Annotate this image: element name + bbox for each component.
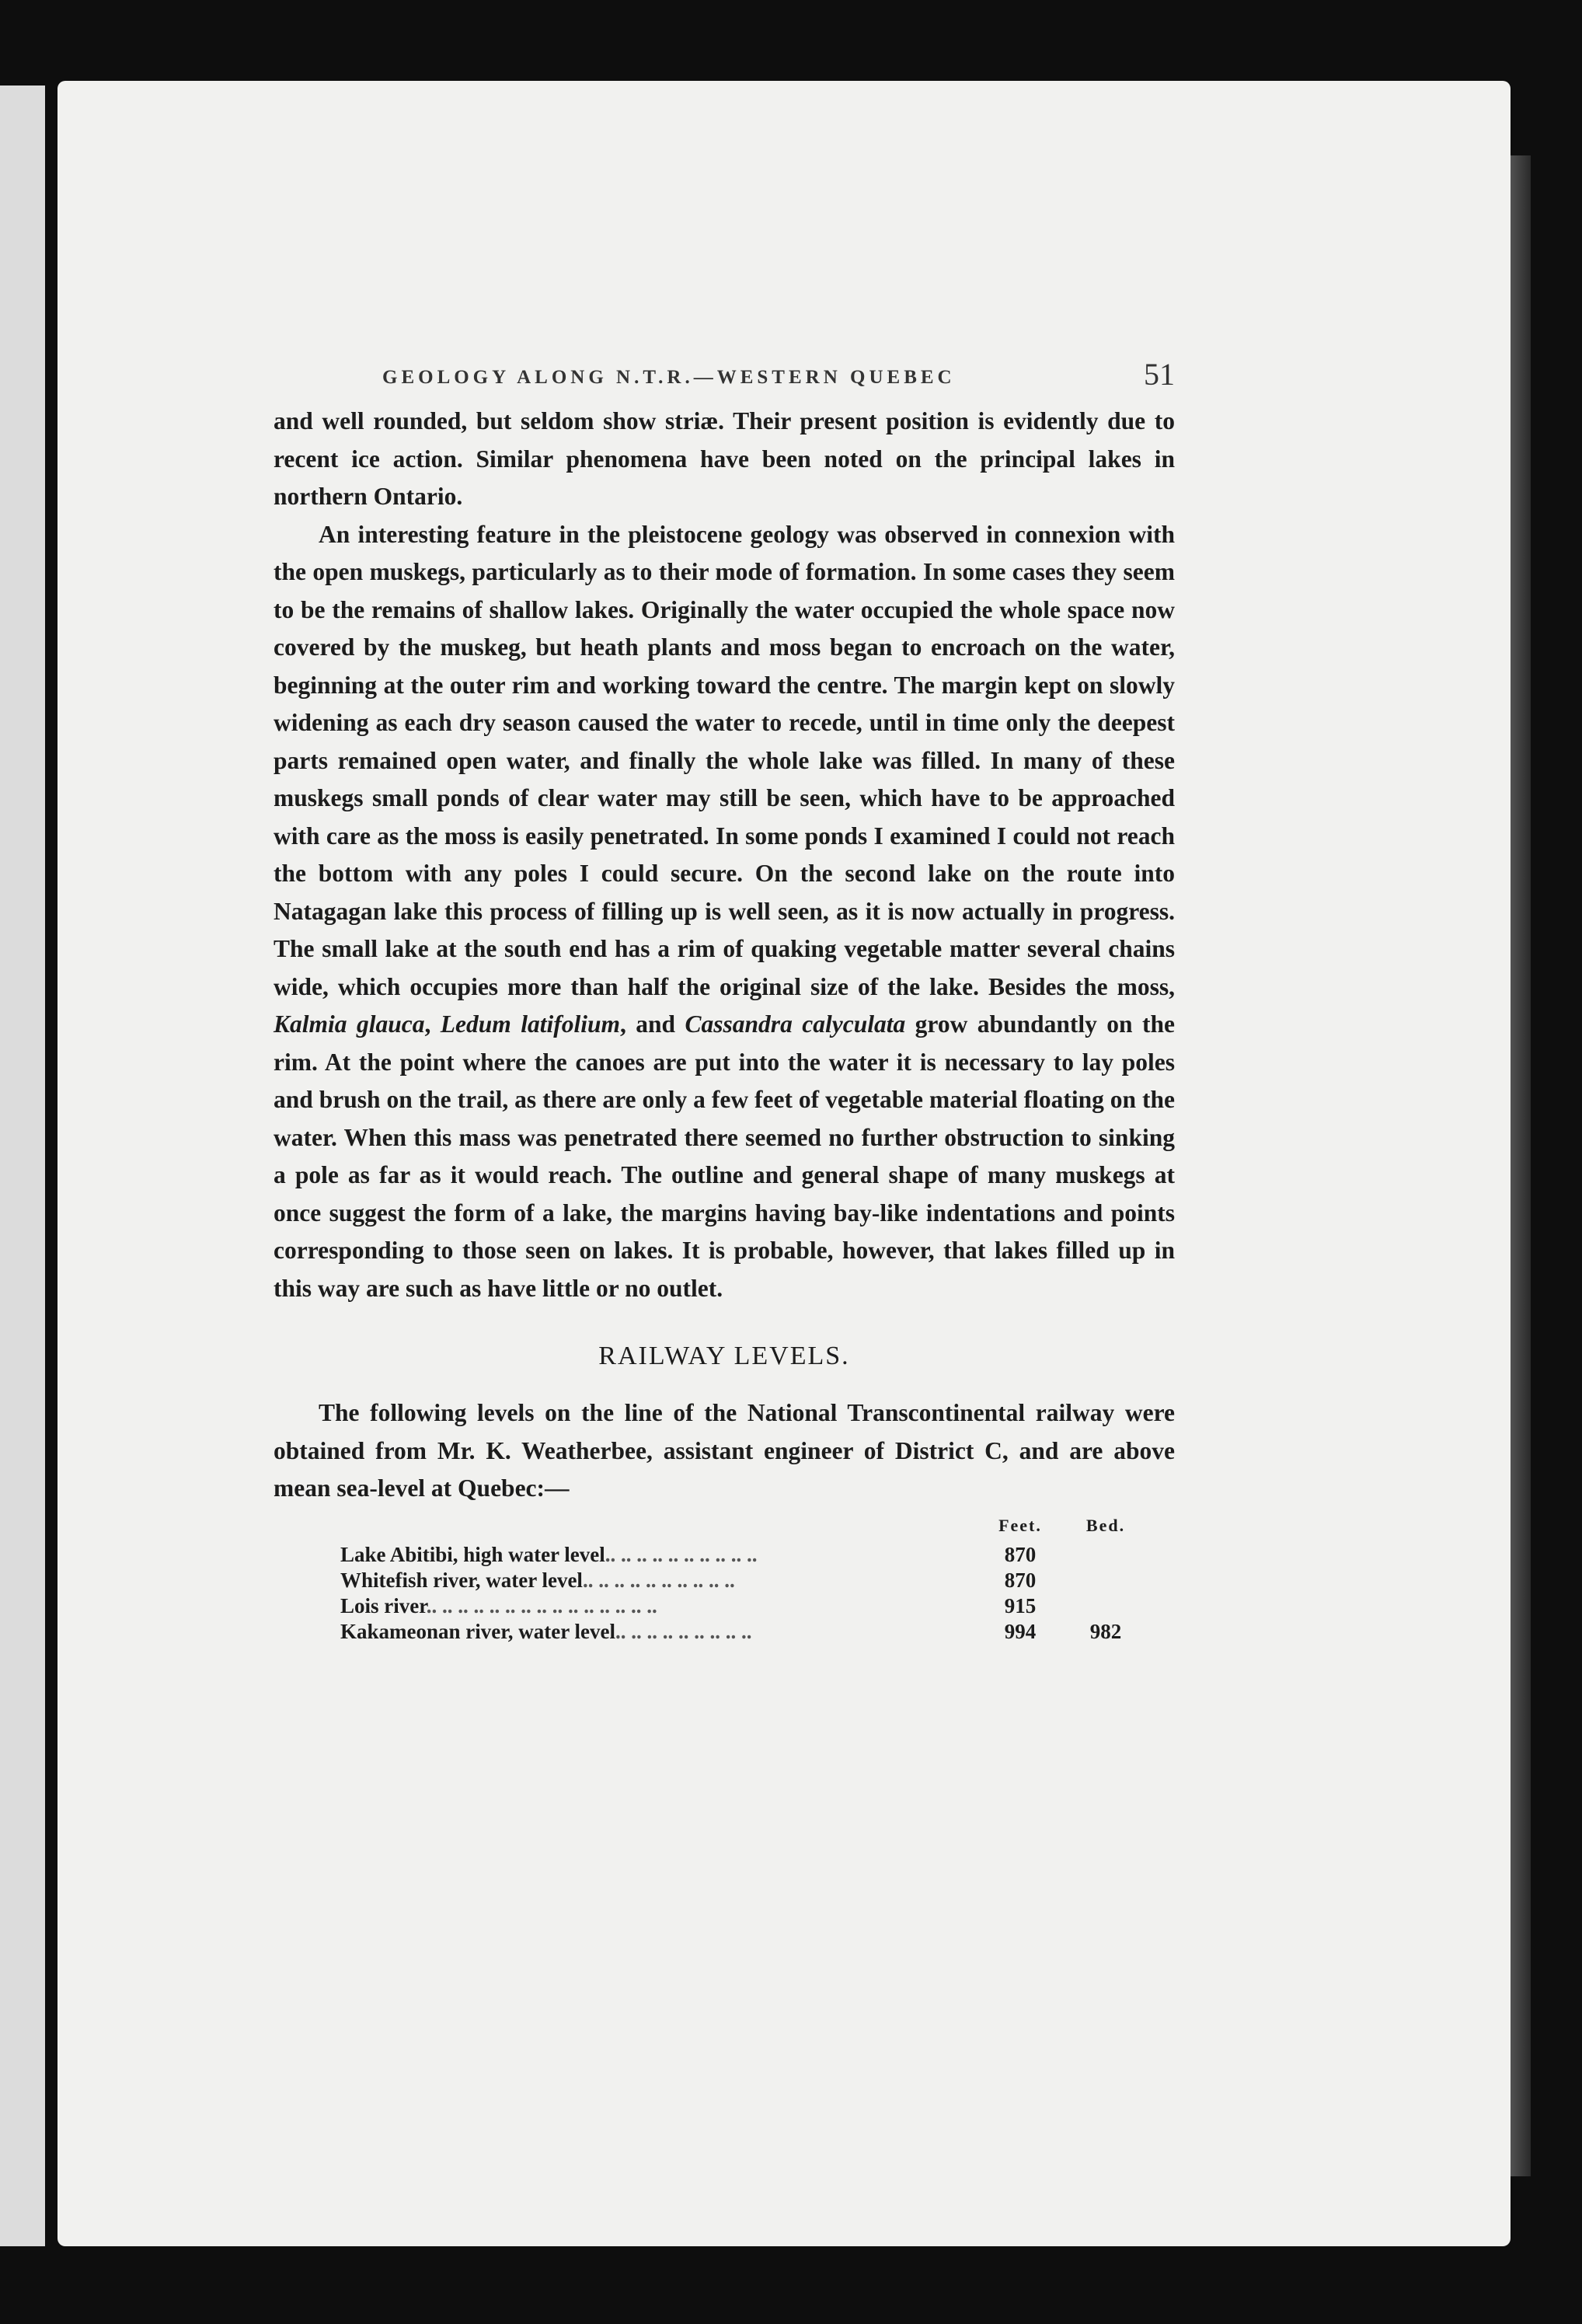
levels-intro: The following levels on the line of the National Transcontinental railway were obtained from Mr. K. Weatherbee, assistant engineer of District C, and are above mean sea-level at Quebec:— [274,1399,1175,1502]
feet-cell: 870 [1004,1568,1037,1592]
table-row [340,1568,1148,1593]
page-text [274,356,1175,1645]
bed-cell: 982 [1089,1619,1122,1643]
section-heading: RAILWAY LEVELS. [598,1342,850,1370]
running-title: GEOLOGY ALONG N.T.R.—WESTERN QUEBEC [382,367,956,388]
table-row [340,1619,1148,1645]
facing-page-edge [0,85,45,2246]
table-row [340,1542,1148,1568]
paragraph-muskegs: An interesting feature in the pleistocene geology was observed in connexion with the open muskegs, particularly as to their mode of formation. In some cases they seem to be the remains of shallow lakes. Originally the water occupied the whole space now covered by the muskeg, but heath plants and moss began to encroach on the water, beginning at the outer rim and working toward the centre. The margin kept on slowly widening as each dry season caused the water to recede, until in time only the deepest parts remained open water, and finally the whole lake was filled. In many of these muskegs small ponds of clear water may still be seen, which have to be approached with care as the moss is easily penetrated. In some ponds I examined I could not reach the bottom with any poles I could secure. On the second lake on the route into Natagagan lake this process of filling up is well seen, as it is now actually in progress. The small lake at the south end has a rim of quaking vegetable matter several chains wide, which occupies more than half the original size of the lake. Besides the moss, Kalmia glauca, Ledum latifolium, and Cassandra calyculata grow abundantly on the rim. At the point where the canoes are put into the water it is necessary to lay poles and brush on the trail, as there are only a few feet of vegetable material floating on the water. When this mass was penetrated there seemed no further obstruction to sinking a pole as far as it would reach. The outline and general shape of many muskegs at once suggest the form of a lake, the margins having bay-like indentations and points corresponding to those seen on lakes. It is probable, however, that lakes filled up in this way are such as have little or no outlet. [274,520,1175,1302]
running-head [274,356,1175,403]
levels-table-header [340,1516,1148,1542]
species-name: Ledum latifolium [440,1010,620,1038]
page-number: 51 [1144,357,1175,392]
location-cell: Lois river.. .. .. .. .. .. .. .. .. .. .. .. .. .. .. [340,1593,657,1617]
species-name: Kalmia glauca [274,1010,425,1038]
feet-cell: 915 [1004,1593,1037,1617]
table-row [340,1593,1148,1619]
levels-table [340,1516,1148,1645]
bed-cell [1063,1568,1148,1593]
column-header-bed: Bed. [1085,1515,1126,1535]
species-name: Cassandra calyculata [685,1010,906,1038]
bed-cell [1063,1542,1148,1568]
location-cell: Whitefish river, water level.. .. .. .. .. .. .. .. .. .. [340,1568,735,1592]
bed-cell [1063,1593,1148,1619]
paragraph-continued: and well rounded, but seldom show striæ. Their present position is evidently due to recent ice action. Similar phenomena have been noted on the principal lakes in northern Ontario. [274,407,1175,510]
location-cell: Kakameonan river, water level.. .. .. .. .. .. .. .. .. [340,1619,752,1643]
location-cell: Lake Abitibi, high water level.. .. .. .. .. .. .. .. .. .. [340,1542,758,1566]
feet-cell: 870 [1004,1542,1037,1566]
column-header-location [340,1516,977,1542]
column-header-feet: Feet. [998,1515,1042,1535]
feet-cell: 994 [1004,1619,1037,1643]
